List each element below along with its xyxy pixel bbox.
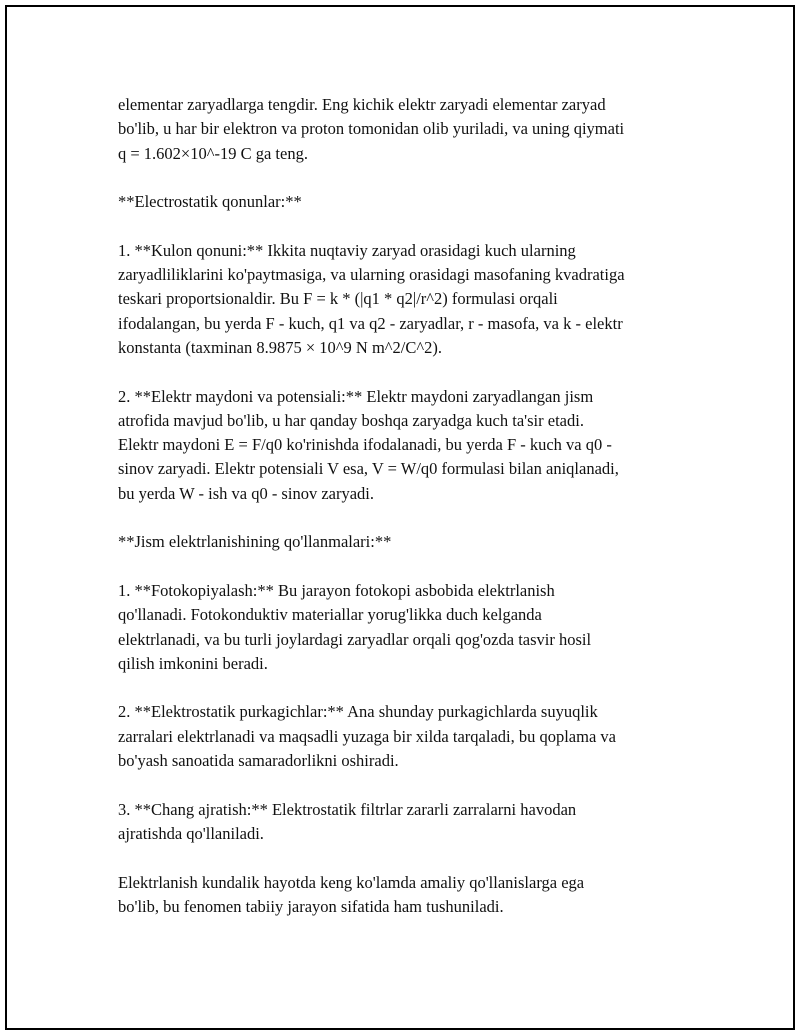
- paragraph-fotokopiyalash: 1. **Fotokopiyalash:** Bu jarayon fotokopi asbobida elektrlanish qo'llanadi. Fotokonduktiv materiallar yorug'likka duch kelganda elektrlanadi, va bu turli joylardagi zaryadlar orqali qog'ozda tasvir hosil qilish imkonini beradi.: [118, 580, 592, 673]
- paragraph-xulosa: Elektrlanish kundalik hayotda keng ko'lamda amaliy qo'llanislarga ega bo'lib, bu fenomen tabiiy jarayon sifatida ham tushuniladi.: [118, 872, 585, 916]
- heading-qollanmalari: **Jism elektrlanishining qo'llanmalari:**: [118, 532, 392, 552]
- paragraph-kulon-qonuni: 1. **Kulon qonuni:** Ikkita nuqtaviy zaryad orasidagi kuch ularning zaryadliliklarini ko'paytmasiga, va ularning orasidagi masofaning kvadratiga teskari proportsionaldir. Bu F = k * (|q1 * q2|/r^2) formulasi orqali ifodalangan, bu yerda F - kuch, q1 va q2 - zaryadlar, r - masofa, va k - elektr konstanta (taxminan 8.9875 × 10^9 N m^2/C^2).: [118, 240, 625, 357]
- paragraph-elementar-zaryad: elementar zaryadlarga tengdir. Eng kichik elektr zaryadi elementar zaryad bo'lib, u har bir elektron va proton tomonidan olib yuriladi, va uning qiymati q = 1.602×10^-19 C ga teng.: [118, 95, 625, 163]
- heading-electrostatik-qonunlar: **Electrostatik qonunlar:**: [118, 192, 302, 212]
- document-text: [118, 93, 698, 943]
- paragraph-purkagichlar: 2. **Elektrostatik purkagichlar:** Ana shunday purkagichlarda suyuqlik zarralari elektrlanadi va maqsadli yuzaga bir xilda tarqaladi, bu qoplama va bo'yash sanoatida samaradorlikni oshiradi.: [118, 702, 616, 771]
- paragraph-elektr-maydoni: 2. **Elektr maydoni va potensiali:** Elektr maydoni zaryadlangan jism atrofida mavjud bo'lib, u har qanday boshqa zaryadga kuch ta'sir etadi. Elektr maydoni E = F/q0 ko'rinishda ifodalanadi, bu yerda F - kuch va q0 - sinov zaryadi. Elektr potensiali V esa, V = W/q0 formulasi bilan aniqlanadi, bu yerda W - ish va q0 - sinov zaryadi.: [118, 386, 619, 503]
- paragraph-chang-ajratish: 3. **Chang ajratish:** Elektrostatik filtrlar zararli zarralarni havodan ajratishda qo'llaniladi.: [118, 799, 577, 843]
